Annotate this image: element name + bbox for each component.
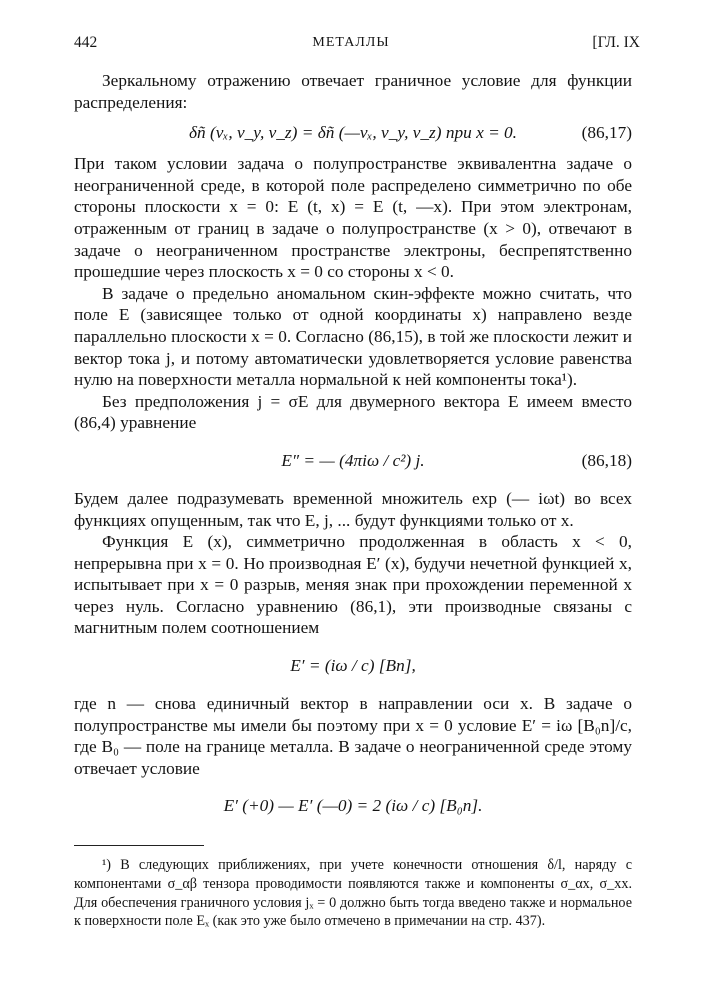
equation-jump-text: E′ (+0) — E′ (—0) = 2 (iω / c) [B₀n]. [223,796,483,816]
equation-86-17-text: δñ (vₓ, v_y, v_z) = δñ (—vₓ, v_y, v_z) при x = 0. [188,123,518,143]
paragraph-2: При таком условии задача о полупространстве эквивалентна задаче о неограниченной среде, в которой поле распределено симметрично по обе стороны плоскости x = 0: E (t, x) = E (t, —x). При этом электронам, отраженным от границ в задаче о полупространстве (x > 0), отвечают в задаче о неограниченном пространстве электроны, беспрепятственно прошедшие через плоскость x = 0 со стороны x < 0. [74,154,632,282]
equation-86-17 [74,113,632,153]
page-number: 442 [74,34,98,51]
equation-86-17-number: (86,17) [581,123,632,143]
chapter-label: [ГЛ. IX [592,34,640,51]
equation-86-18-text: E″ = — (4πiω / c²) j. [281,450,425,470]
equation-jump [74,779,632,833]
paragraph-4: Без предположения j = σE для двумерного вектора E имеем вместо (86,4) уравнение [74,391,632,433]
equation-bn-text: E′ = (iω / c) [Bn], [290,656,416,676]
paragraph-5: Будем далее подразумевать временной множитель exp (— iωt) во всех функциях опущенным, так что E, j, ... будут функциями только от x. [74,488,632,530]
equation-86-18 [74,434,632,488]
page-body [74,70,632,931]
running-title: МЕТАЛЛЫ [312,35,390,50]
paragraph-3: В задаче о предельно аномальном скин-эффекте можно считать, что поле E (зависящее только от одной координаты x) направлено везде параллельно плоскости x = 0. Согласно (86,15), в той же плоскости лежит и вектор тока j, и потому автоматически удовлетворяется условие равенства нулю на поверхности металла нормальной к ней компоненты тока¹). [74,283,632,390]
equation-86-18-number: (86,18) [581,450,632,470]
footnote: ¹) В следующих приближениях, при учете конечности отношения δ/l, наряду с компонентами σ_αβ тензора проводимости появляются также и компоненты σ_αx, σ_xx. Для обеспечения граничного условия jₓ = 0 должно быть тогда введено также и нормальное к поверхности поле Eₓ (как это уже было отмечено в примечании на стр. 437). [74,857,632,930]
equation-bn [74,639,632,693]
paragraph-7: где n — снова единичный вектор в направлении оси x. В задаче о полупространстве мы имели бы поэтому при x = 0 условие E′ = iω [B₀n]/c, где B₀ — поле на границе металла. В задаче о неограниченной среде этому отвечает условие [74,694,632,778]
footnote-rule [74,845,204,846]
paragraph-1: Зеркальному отражению отвечает граничное условие для функции распределения: [74,71,632,112]
paragraph-6: Функция E (x), симметрично продолженная в область x < 0, непрерывна при x = 0. Но производная E′ (x), будучи нечетной функцией x, испытывает при x = 0 разрыв, меняя знак при прохождении переменной x через нуль. Согласно уравнению (86,1), эти производные связаны с магнитным полем соотношением [74,532,632,638]
